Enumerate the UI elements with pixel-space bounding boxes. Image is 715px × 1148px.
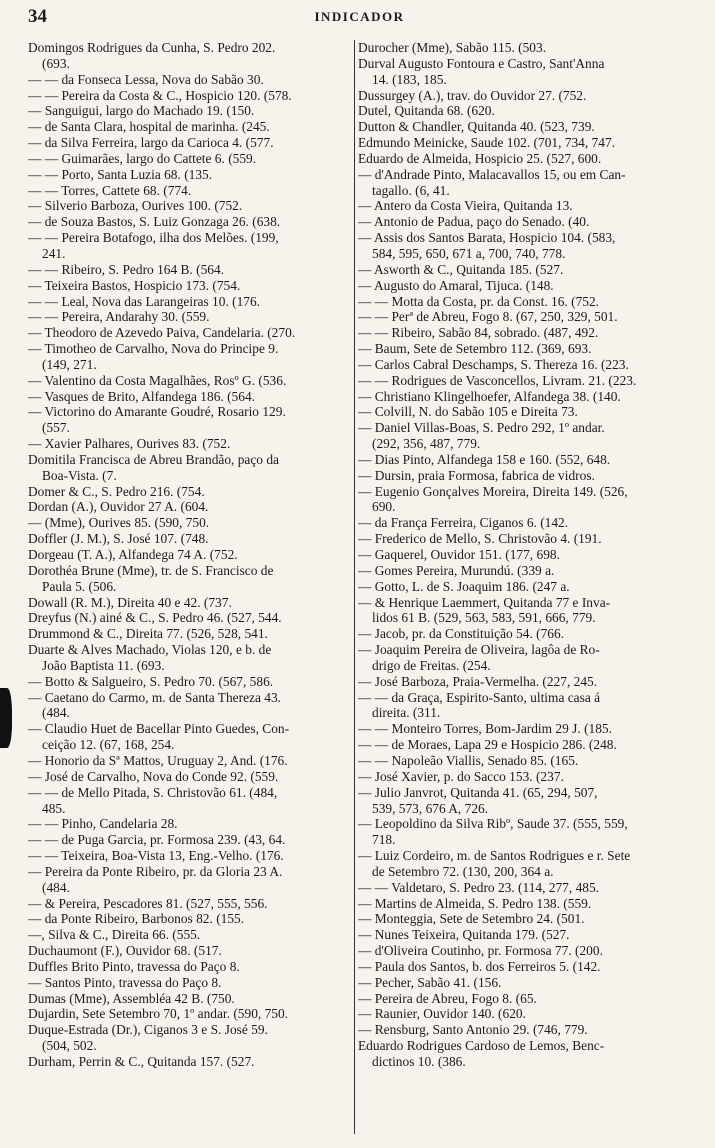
entry-continuation: (557.: [42, 420, 70, 436]
entry-line: — — Teixeira, Boa-Vista 13, Eng.-Velho. (176.: [28, 848, 284, 864]
entry-line: — Raunier, Ouvidor 140. (620.: [358, 1006, 526, 1022]
entry-line: — Colvill, N. do Sabão 105 e Direita 73.: [358, 404, 578, 420]
entry-line: — da França Ferreira, Ciganos 6. (142.: [358, 515, 569, 531]
entry-line: Durham, Perrin & C., Quitanda 157. (527.: [28, 1054, 255, 1069]
directory-entry: [28, 642, 353, 674]
directory-entry: [358, 262, 690, 278]
directory-entry: [358, 151, 690, 167]
entry-line: — José Xavier, p. do Sacco 153. (237.: [358, 768, 564, 784]
entry-line: — Victorino do Amarante Goudré, Rosario 129.: [28, 404, 286, 420]
entry-line: — — Rodrigues de Vasconcellos, Livram. 21. (223.: [358, 372, 637, 388]
entry-continuation: lidos 61 B. (529, 563, 583, 591, 666, 779.: [372, 610, 596, 626]
directory-entry: [28, 626, 353, 642]
entry-line: — & Henrique Laemmert, Quitanda 77 e Inva-: [358, 594, 611, 610]
entry-line: — Asworth & C., Quitanda 185. (527.: [358, 261, 564, 277]
entry-continuation: 14. (183, 185.: [372, 71, 447, 87]
directory-entry: [28, 119, 353, 135]
directory-entry: [358, 389, 690, 405]
directory-entry: [358, 404, 690, 420]
entry-line: — d'Oliveira Coutinho, pr. Formosa 77. (200.: [358, 943, 603, 959]
entry-continuation: (292, 356, 487, 779.: [372, 436, 481, 452]
directory-entry: [358, 119, 690, 135]
directory-entry: [358, 991, 690, 1007]
entry-continuation: Paula 5. (506.: [42, 578, 117, 594]
entry-line: — (Mme), Ourives 85. (590, 750.: [28, 515, 210, 531]
directory-entry: [358, 56, 690, 88]
directory-entry: [358, 167, 690, 199]
entry-line: — José de Carvalho, Nova do Conde 92. (559.: [28, 768, 279, 784]
directory-entry: [358, 484, 690, 516]
directory-entry: [358, 341, 690, 357]
directory-entry: [358, 1022, 690, 1038]
directory-entry: [28, 452, 353, 484]
entry-line: Domitila Francisca de Abreu Brandão, paço da: [28, 451, 279, 467]
entry-line: Durocher (Mme), Sabão 115. (503.: [358, 40, 547, 55]
directory-entry: [358, 816, 690, 848]
entry-line: Dreyfus (N.) ainé & C., S. Pedro 46. (527, 544.: [28, 610, 282, 626]
entry-line: — de Santa Clara, hospital de marinha. (245.: [28, 119, 270, 135]
entry-line: — Monteggia, Sete de Setembro 24. (501.: [358, 911, 585, 927]
directory-entry: [28, 214, 353, 230]
entry-line: — Gotto, L. de S. Joaquim 186. (247 a.: [358, 578, 570, 594]
directory-entry: [358, 373, 690, 389]
running-title: INDICADOR: [314, 9, 405, 24]
entry-continuation: tagallo. (6, 41.: [372, 182, 450, 198]
entry-line: — Caetano do Carmo, m. de Santa Thereza 43.: [28, 689, 281, 705]
entry-line: Dutel, Quitanda 68. (620.: [358, 103, 495, 119]
directory-entry: [358, 880, 690, 896]
entry-line: — Sanguigui, largo do Machado 19. (150.: [28, 103, 255, 119]
directory-entry: [28, 975, 353, 991]
directory-entry: [358, 278, 690, 294]
directory-entry: [28, 151, 353, 167]
directory-entry: [358, 642, 690, 674]
entry-line: — Dias Pinto, Alfandega 158 e 160. (552, 648.: [358, 451, 611, 467]
entry-line: — Augusto do Amaral, Tijuca. (148.: [358, 277, 554, 293]
entry-line: — — Pereira Botafogo, ilha dos Melões. (199,: [28, 230, 279, 246]
directory-entry: [28, 1022, 353, 1054]
directory-entry: [358, 753, 690, 769]
entry-line: — & Pereira, Pescadores 81. (527, 555, 556.: [28, 895, 268, 911]
directory-entry: [28, 40, 353, 72]
directory-entry: [28, 927, 353, 943]
directory-entry: [28, 991, 353, 1007]
entry-line: — Pereira de Abreu, Fogo 8. (65.: [358, 990, 537, 1006]
entry-line: Edmundo Meinicke, Saude 102. (701, 734, 747.: [358, 135, 615, 151]
left-column: [28, 40, 353, 1070]
directory-entry: [358, 975, 690, 991]
directory-entry: [358, 1006, 690, 1022]
entry-line: — — Torres, Cattete 68. (774.: [28, 182, 192, 198]
entry-continuation: de Setembro 72. (130, 200, 364 a.: [372, 863, 554, 879]
directory-entry: [358, 452, 690, 468]
entry-line: — — Monteiro Torres, Bom-Jardim 29 J. (185.: [358, 721, 612, 737]
directory-entry: [28, 832, 353, 848]
entry-line: — Antero da Costa Vieira, Quitanda 13.: [358, 198, 573, 214]
entry-line: — de Souza Bastos, S. Luiz Gonzaga 26. (638.: [28, 214, 281, 230]
directory-entry: [28, 72, 353, 88]
entry-line: — Frederico de Mello, S. Christovão 4. (191.: [358, 531, 602, 547]
entry-line: — Christiano Klingelhoefer, Alfandega 38. (140.: [358, 388, 621, 404]
entry-line: — — Napoleão Viallis, Senado 85. (165.: [358, 752, 579, 768]
entry-line: Dorgeau (T. A.), Alfandega 74 A. (752.: [28, 547, 238, 562]
directory-entry: [28, 325, 353, 341]
directory-entry: [28, 198, 353, 214]
column-divider: [354, 40, 355, 1134]
entry-line: Durval Augusto Fontoura e Castro, Sant'Anna: [358, 55, 605, 71]
directory-entry: [358, 943, 690, 959]
entry-line: — Carlos Cabral Deschamps, S. Thereza 16. (223.: [358, 356, 629, 372]
entry-line: — da Ponte Ribeiro, Barbonos 82. (155.: [28, 911, 245, 927]
entry-continuation: ceição 12. (67, 168, 254.: [42, 737, 175, 753]
entry-line: — — Valdetaro, S. Pedro 23. (114, 277, 485.: [358, 879, 600, 895]
directory-entry: [28, 515, 353, 531]
entry-line: — Gomes Pereira, Murundú. (339 a.: [358, 562, 555, 578]
directory-entry: [28, 262, 353, 278]
directory-entry: [358, 959, 690, 975]
entry-line: — — Ribeiro, Sabão 84, sobrado. (487, 492.: [358, 325, 599, 341]
entry-line: — Julio Janvrot, Quitanda 41. (65, 294, 507,: [358, 784, 598, 800]
directory-entry: [358, 420, 690, 452]
entry-line: — — Guimarães, largo do Cattete 6. (559.: [28, 150, 257, 166]
entry-line: Dorothéa Brune (Mme), tr. de S. Francisco de: [28, 562, 274, 578]
entry-line: Dutton & Chandler, Quitanda 40. (523, 739.: [358, 119, 595, 135]
entry-line: — — de Mello Pitada, S. Christovão 61. (484,: [28, 784, 278, 800]
entry-continuation: João Baptista 11. (693.: [42, 657, 165, 673]
directory-entry: [358, 88, 690, 104]
directory-entry: [28, 103, 353, 119]
entry-line: — — da Graça, Espirito-Santo, ultima casa á: [358, 689, 601, 705]
directory-entry: [358, 769, 690, 785]
entry-line: — Pereira da Ponte Ribeiro, pr. da Gloria 23 A.: [28, 863, 283, 879]
entry-line: — Santos Pinto, travessa do Paço 8.: [28, 974, 222, 990]
page-header: [26, 6, 693, 32]
directory-entry: [28, 294, 353, 310]
directory-entry: [358, 674, 690, 690]
directory-entry: [28, 959, 353, 975]
entry-line: Dujardin, Sete Setembro 70, 1º andar. (590, 750.: [28, 1006, 289, 1022]
entry-continuation: 584, 595, 650, 671 a, 700, 740, 778.: [372, 245, 566, 261]
page-edge-stain: [0, 688, 12, 748]
entry-line: — Nunes Teixeira, Quitanda 179. (527.: [358, 927, 570, 943]
entry-line: — Daniel Villas-Boas, S. Pedro 292, 1º andar.: [358, 420, 605, 436]
entry-line: — Eugenio Gonçalves Moreira, Direita 149. (526,: [358, 483, 628, 499]
entry-line: — Valentino da Costa Magalhães, Rosº G. (536.: [28, 372, 287, 388]
directory-entry: [28, 848, 353, 864]
entry-line: — Dursin, praia Formosa, fabrica de vidros.: [358, 467, 595, 483]
entry-line: — Antonio de Padua, paço do Senado. (40.: [358, 214, 590, 230]
directory-entry: [28, 436, 353, 452]
entry-line: Domer & C., S. Pedro 216. (754.: [28, 483, 205, 499]
entry-line: Duque-Estrada (Dr.), Ciganos 3 e S. José 59.: [28, 1022, 268, 1038]
entry-line: — — Leal, Nova das Larangeiras 10. (176.: [28, 293, 261, 309]
entry-line: — — Perª de Abreu, Fogo 8. (67, 250, 329, 501.: [358, 309, 618, 325]
directory-entry: [28, 547, 353, 563]
directory-entry: [358, 531, 690, 547]
entry-line: — — Porto, Santa Luzia 68. (135.: [28, 166, 213, 182]
directory-entry: [28, 135, 353, 151]
directory-entry: [28, 595, 353, 611]
entry-line: — Claudio Huet de Bacellar Pinto Guedes, Con-: [28, 721, 290, 737]
entry-line: — Teixeira Bastos, Hospicio 173. (754.: [28, 277, 241, 293]
directory-entry: [28, 484, 353, 500]
directory-entry: [358, 1038, 690, 1070]
entry-continuation: Boa-Vista. (7.: [42, 467, 117, 483]
directory-entry: [358, 737, 690, 753]
page-number: 34: [28, 6, 47, 27]
entry-line: — — da Fonseca Lessa, Nova do Sabão 30.: [28, 71, 264, 87]
entry-line: — Xavier Palhares, Ourives 83. (752.: [28, 436, 231, 452]
directory-entry: [28, 816, 353, 832]
directory-entry: [28, 785, 353, 817]
entry-line: Domingos Rodrigues da Cunha, S. Pedro 202.: [28, 40, 276, 55]
entry-line: — Vasques de Brito, Alfandega 186. (564.: [28, 388, 255, 404]
directory-entry: [28, 499, 353, 515]
entry-line: — Luiz Cordeiro, m. de Santos Rodrigues e r. Sete: [358, 848, 631, 864]
entry-line: Duarte & Alves Machado, Violas 120, e b. de: [28, 642, 272, 658]
entry-continuation: (149, 271.: [42, 356, 97, 372]
entry-continuation: (484.: [42, 705, 70, 721]
entry-line: Doffler (J. M.), S. José 107. (748.: [28, 531, 209, 547]
entry-line: — José Barboza, Praia-Vermelha. (227, 245.: [358, 673, 598, 689]
directory-entry: [358, 595, 690, 627]
entry-line: Duffles Brito Pinto, travessa do Paço 8.: [28, 958, 240, 974]
directory-entry: [358, 135, 690, 151]
directory-entry: [28, 753, 353, 769]
entry-line: — — Pereira, Andarahy 30. (559.: [28, 309, 210, 325]
directory-entry: [358, 294, 690, 310]
entry-continuation: 539, 573, 676 A, 726.: [372, 800, 489, 816]
directory-entry: [358, 515, 690, 531]
entry-line: Dumas (Mme), Assembléa 42 B. (750.: [28, 990, 235, 1006]
entry-line: — Theodoro de Azevedo Paiva, Candelaria. (270.: [28, 325, 296, 341]
entry-line: — Paula dos Santos, b. dos Ferreiros 5. (142.: [358, 958, 601, 974]
directory-entry: [358, 911, 690, 927]
entry-line: — Assis dos Santos Barata, Hospicio 104. (583,: [358, 230, 616, 246]
entry-line: Dussurgey (A.), trav. do Ouvidor 27. (752.: [358, 87, 587, 103]
entry-line: — Timotheo de Carvalho, Nova do Principe 9.: [28, 341, 279, 357]
entry-line: — Jacob, pr. da Constituição 54. (766.: [358, 626, 565, 642]
entry-line: — Baum, Sete de Setembro 112. (369, 693.: [358, 341, 592, 357]
directory-entry: [28, 341, 353, 373]
directory-entry: [358, 579, 690, 595]
directory-entry: [358, 214, 690, 230]
entry-line: — Botto & Salgueiro, S. Pedro 70. (567, 586.: [28, 673, 274, 689]
directory-entry: [28, 769, 353, 785]
directory-entry: [28, 563, 353, 595]
directory-entry: [358, 357, 690, 373]
entry-continuation: 241.: [42, 245, 66, 261]
directory-entry: [28, 309, 353, 325]
directory-entry: [28, 183, 353, 199]
directory-entry: [28, 88, 353, 104]
directory-entry: [28, 389, 353, 405]
entry-line: — Pecher, Sabão 41. (156.: [358, 974, 502, 990]
directory-entry: [28, 911, 353, 927]
entry-line: — — Ribeiro, S. Pedro 164 B. (564.: [28, 261, 225, 277]
directory-entry: [28, 674, 353, 690]
directory-entry: [358, 198, 690, 214]
entry-continuation: 485.: [42, 800, 66, 816]
directory-entry: [358, 721, 690, 737]
entry-line: — Leopoldino da Silva Ribº, Saude 37. (555, 559,: [358, 816, 628, 832]
entry-line: — — Pereira da Costa & C., Hospicio 120. (578.: [28, 87, 292, 103]
entry-line: — Silverio Barboza, Ourives 100. (752.: [28, 198, 243, 214]
directory-entry: [28, 531, 353, 547]
directory-entry: [28, 1006, 353, 1022]
entry-line: — Martins de Almeida, S. Pedro 138. (559.: [358, 895, 592, 911]
entry-line: — Honorio da Sª Mattos, Uruguay 2, And. (176.: [28, 752, 288, 768]
entry-line: — Gaquerel, Ouvidor 151. (177, 698.: [358, 547, 560, 562]
entry-line: Dordan (A.), Ouvidor 27 A. (604.: [28, 499, 209, 515]
entry-continuation: (484.: [42, 879, 70, 895]
directory-entry: [358, 690, 690, 722]
directory-entry: [358, 896, 690, 912]
directory-entry: [28, 404, 353, 436]
directory-entry: [28, 896, 353, 912]
entry-line: Eduardo Rodrigues Cardoso de Lemos, Benc-: [358, 1038, 605, 1054]
entry-line: — Joaquim Pereira de Oliveira, lagôa de Ro-: [358, 642, 600, 658]
directory-entry: [358, 40, 690, 56]
entry-continuation: 690.: [372, 499, 396, 515]
directory-entry: [358, 547, 690, 563]
entry-line: — — Motta da Costa, pr. da Const. 16. (752.: [358, 293, 600, 309]
entry-continuation: (693.: [42, 55, 70, 71]
entry-line: Dowall (R. M.), Direita 40 e 42. (737.: [28, 594, 232, 610]
directory-entry: [28, 167, 353, 183]
directory-entry: [28, 690, 353, 722]
directory-entry: [358, 230, 690, 262]
directory-entry: [28, 943, 353, 959]
directory-entry: [358, 468, 690, 484]
entry-line: —, Silva & C., Direita 66. (555.: [28, 927, 201, 943]
entry-line: Duchaumont (F.), Ouvidor 68. (517.: [28, 943, 222, 959]
entry-line: — Rensburg, Santo Antonio 29. (746, 779.: [358, 1022, 588, 1038]
entry-line: — — de Puga Garcia, pr. Formosa 239. (43, 64.: [28, 832, 286, 848]
entry-continuation: dictinos 10. (386.: [372, 1054, 466, 1069]
entry-line: Eduardo de Almeida, Hospicio 25. (527, 600.: [358, 150, 602, 166]
directory-entry: [28, 373, 353, 389]
directory-entry: [28, 278, 353, 294]
directory-entry: [358, 927, 690, 943]
entry-line: — d'Andrade Pinto, Malacavallos 15, ou em Can-: [358, 166, 626, 182]
entry-line: Drummond & C., Direita 77. (526, 528, 541.: [28, 626, 268, 642]
directory-entry: [28, 864, 353, 896]
directory-entry: [358, 785, 690, 817]
directory-entry: [358, 103, 690, 119]
directory-entry: [358, 563, 690, 579]
entry-continuation: 718.: [372, 832, 396, 848]
directory-entry: [358, 626, 690, 642]
entry-continuation: direita. (311.: [372, 705, 441, 721]
directory-entry: [358, 309, 690, 325]
right-column: [358, 40, 690, 1070]
entry-line: — da Silva Ferreira, largo da Carioca 4. (577.: [28, 135, 274, 151]
entry-line: — — Pinho, Candelaria 28.: [28, 816, 178, 832]
entry-continuation: drigo de Freitas. (254.: [372, 657, 491, 673]
entry-line: — — de Moraes, Lapa 29 e Hospicio 286. (248.: [358, 737, 617, 753]
directory-entry: [358, 325, 690, 341]
entry-continuation: (504, 502.: [42, 1038, 97, 1054]
directory-entry: [358, 848, 690, 880]
directory-entry: [28, 721, 353, 753]
directory-entry: [28, 230, 353, 262]
directory-entry: [28, 1054, 353, 1070]
directory-entry: [28, 610, 353, 626]
